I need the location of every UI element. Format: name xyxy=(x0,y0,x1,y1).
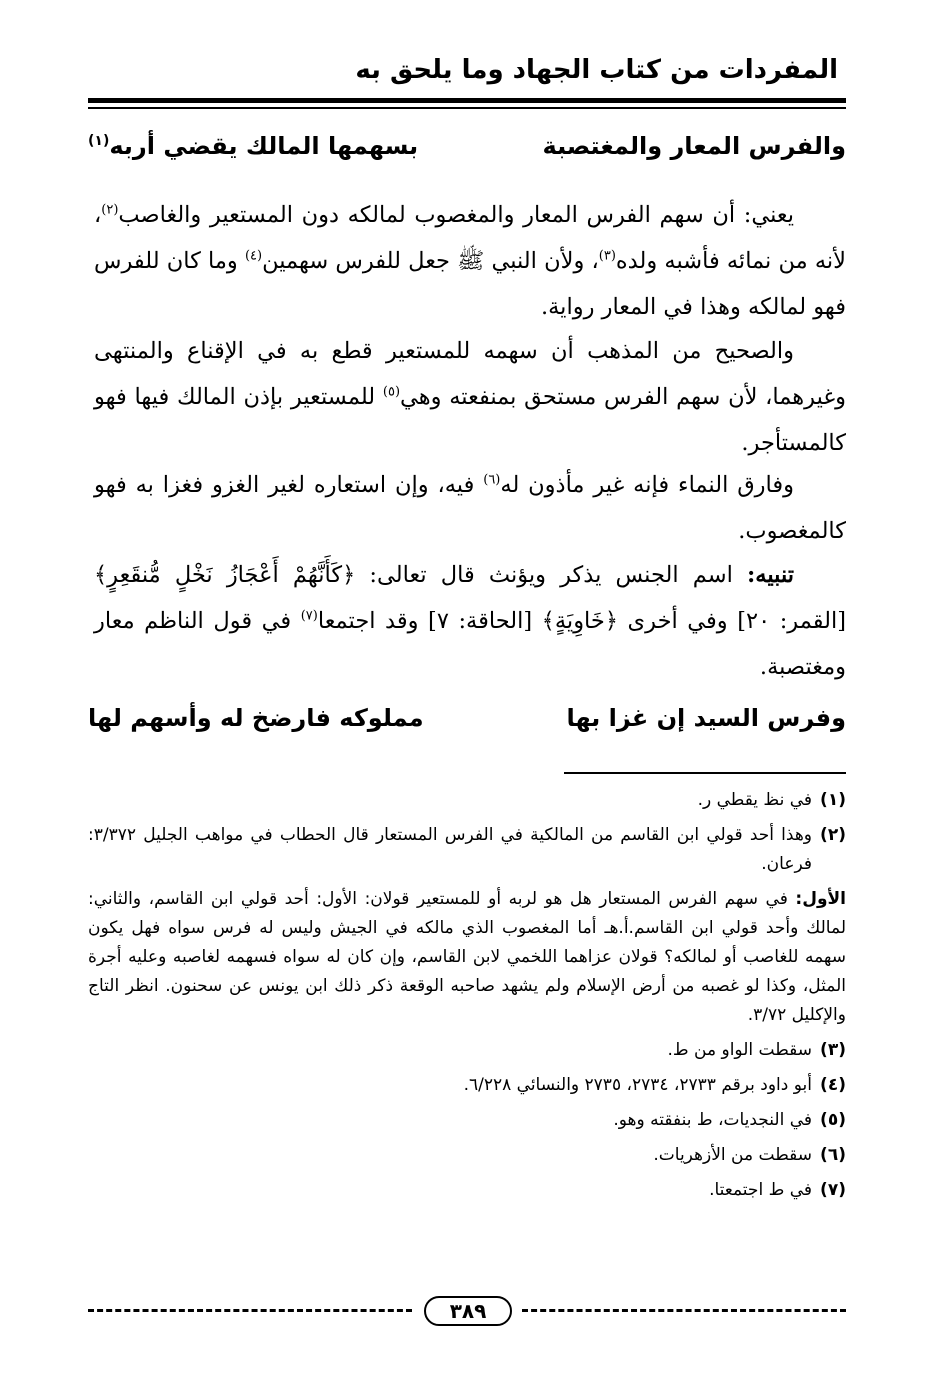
footnote-number: (٦) xyxy=(820,1145,846,1165)
footnote-number: (١) xyxy=(820,790,846,810)
footnote-text: وهذا أحد قولي ابن القاسم من المالكية في الفرس المستعار قال الحطاب في مواهب الجليل ٣/٣٧٢: فرعان. xyxy=(88,825,812,874)
footnote-text: في نظ يقطي ر. xyxy=(697,790,812,810)
note-label: تنبيه: xyxy=(747,562,794,588)
footnote-4 xyxy=(88,1071,846,1100)
header-rule-thick xyxy=(88,98,846,103)
paragraph-3: وفارق النماء فإنه غير مأذون له$^{(٦)}$ فيه، وإن استعاره لغير الغزو فغزا به فهو كالمغصوب. xyxy=(94,472,846,544)
footnote-3 xyxy=(88,1036,846,1065)
footnote-ref: (٧) xyxy=(300,608,318,624)
verse-line-2 xyxy=(88,694,846,742)
footnote-number: (٧) xyxy=(820,1180,846,1200)
verse-line-1 xyxy=(88,122,846,170)
footnote-text: في النجديات، ط بنفقته وهو. xyxy=(613,1110,812,1130)
header-rule-thin xyxy=(88,107,846,109)
verse-2-right-hemistich: وفرس السيد إن غزا بها xyxy=(566,704,846,732)
footnote-ref: (٣) xyxy=(598,248,616,264)
footnote-1 xyxy=(88,786,846,815)
footnote-ref: (٦) xyxy=(483,472,501,488)
page-footer xyxy=(88,1296,846,1326)
footnote-text: أبو داود برقم ٢٧٣٣، ٢٧٣٤، ٢٧٣٥ والنسائي ٦/٢٢٨. xyxy=(463,1075,812,1095)
footnote-2 xyxy=(88,821,846,879)
footnote-ref: (١) xyxy=(88,133,110,149)
footnotes xyxy=(88,786,846,1211)
footnote-number: (٥) xyxy=(820,1110,846,1130)
verse-1-left-hemistich: بسهمها المالك يقضي أربه$^{(١)}$ xyxy=(88,132,419,160)
verse-2-left-hemistich: مملوكه فارضخ له وأسهم لها xyxy=(88,704,424,732)
page-number: ٣٨٩ xyxy=(424,1296,512,1326)
footnote-subhead: الأول: xyxy=(795,889,846,909)
footnote-number: (٢) xyxy=(820,825,846,845)
running-title: المفردات من كتاب الجهاد وما يلحق به xyxy=(355,55,838,85)
footnote-text: سقطت الواو من ط. xyxy=(667,1040,812,1060)
footnote-6 xyxy=(88,1141,846,1170)
footnote-ref: (٢) xyxy=(101,202,119,218)
footnote-7 xyxy=(88,1176,846,1205)
footer-dash-right xyxy=(522,1309,846,1312)
footnote-number: (٣) xyxy=(820,1040,846,1060)
footnote-text: سقطت من الأزهريات. xyxy=(653,1145,812,1165)
footer-dash-left xyxy=(88,1309,412,1312)
paragraph-1: يعني: أن سهم الفرس المعار والمغصوب لمالكه دون المستعير والغاصب$^{(٢)}$، لأنه من نمائه فأشبه ولده$^{(٣)}$، ولأن النبي ﷺ جعل للفرس سهمين$^{(٤)}$ وما كان للفرس فهو لمالكه وهذا في المعار رواية. xyxy=(94,202,846,320)
footnote-ref: (٤) xyxy=(244,248,263,264)
paragraph-2: والصحيح من المذهب أن سهمه للمستعير قطع به في الإقناع والمنتهى وغيرهما، لأن سهم الفرس مستحق بمنفعته وهي$^{(٥)}$ للمستعير بإذن المالك فيها فهو كالمستأجر. xyxy=(94,338,846,456)
footnote-text: في ط اجتمعتا. xyxy=(709,1180,812,1200)
paragraph-4-note: تنبيه: اسم الجنس يذكر ويؤنث قال تعالى: ﴿كَأَنَّهُمْ أَعْجَازُ نَخْلٍ مُّنقَعِرٍ﴾ [القمر: ٢٠] وفي أخرى ﴿خَاوِيَةٍ﴾ [الحاقة: ٧] وقد اجتمعا$^{(٧)}$ في قول الناظم معار ومغتصبة. xyxy=(94,562,846,680)
footnote-separator xyxy=(564,772,846,774)
footnote-5 xyxy=(88,1106,846,1135)
footnote-number: (٤) xyxy=(820,1075,846,1095)
footnote-ref: (٥) xyxy=(382,384,401,400)
footnote-2-continuation: الأول: في سهم الفرس المستعار هل هو لربه أو للمستعير قولان: الأول: أحد قولي ابن القاسم، والثاني: لمالك وأحد قولي ابن القاسم.أ.هـ أما المغصوب الذي مالكه في الجيش وليس له فرس سواه فهل يكون سهمه للغاصب أو لمالكه؟ قولان عزاهما اللخمي لابن القاسم، وإن كان له سواه فسهمه لغاصبه وعليه أجرة المثل، وكذا لو غصبه من أرض الإسلام ولم يشهد صاحبه الوقعة ذكر ذلك ابن يونس عن سحنون. انظر التاج والإكليل ٣/٧٢. xyxy=(88,889,846,1025)
verse-1-right-hemistich: والفرس المعار والمغتصبة xyxy=(542,132,846,160)
